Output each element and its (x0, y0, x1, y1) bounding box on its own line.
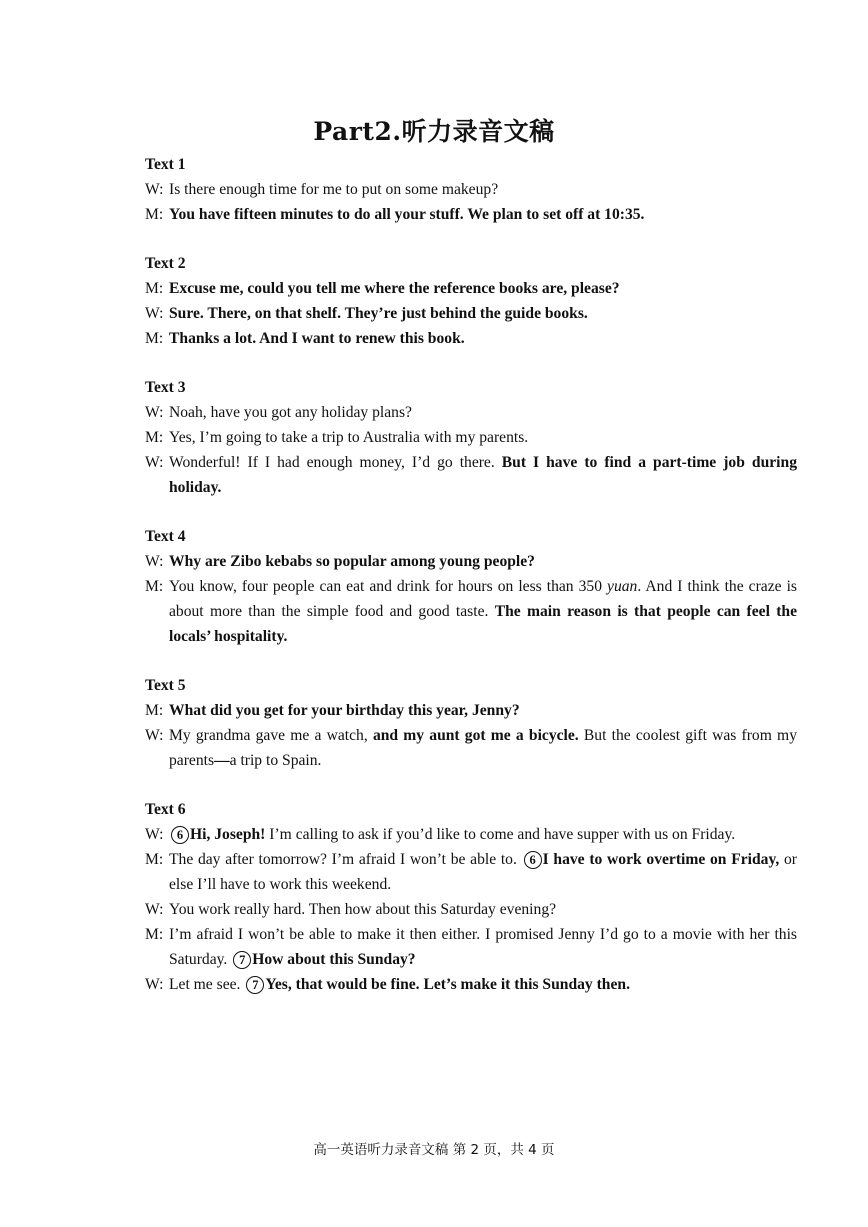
section-heading: Text 5 (145, 677, 186, 694)
speaker-label: W: (145, 404, 164, 421)
speech-segment: The day after tomorrow? I’m afraid I won’t be able to. (169, 851, 522, 868)
speaker-label: W: (145, 553, 164, 570)
speech-text (169, 972, 797, 997)
speech-segment: Is there enough time for me to put on some makeup? (169, 181, 499, 198)
transcript-body (145, 152, 797, 1021)
question-number-marker: 6 (171, 826, 189, 844)
section-heading: Text 2 (145, 255, 186, 272)
speech-text (169, 326, 797, 351)
transcript-section (145, 152, 797, 227)
dialogue-line (145, 177, 797, 202)
answer-key-text: Thanks a lot. And I want to renew this book. (169, 330, 465, 347)
transcript-section (145, 524, 797, 649)
answer-key-text: Hi, Joseph! (190, 826, 266, 843)
transcript-section (145, 797, 797, 997)
answer-key-text: I have to work overtime on Friday, (542, 851, 780, 868)
section-heading: Text 1 (145, 156, 186, 173)
dialogue-line (145, 972, 797, 997)
speech-segment: Let me see. (169, 976, 245, 993)
speech-segment: I’m afraid I won’t be able to make it then either. I promised Jenny I’d go to a movie with her this Saturday. (169, 926, 797, 968)
speech-text (169, 897, 797, 922)
answer-key-text: Excuse me, could you tell me where the reference books are, please? (169, 280, 620, 297)
speech-segment: Yes, I’m going to take a trip to Australia with my parents. (169, 429, 529, 446)
speaker-label: M: (145, 330, 164, 347)
speaker-label: W: (145, 727, 164, 744)
section-heading: Text 6 (145, 801, 186, 818)
speaker-label: M: (145, 702, 164, 719)
dialogue-line (145, 326, 797, 351)
speaker-label: W: (145, 826, 164, 843)
speaker-label: W: (145, 976, 164, 993)
answer-key-text: How about this Sunday? (252, 951, 416, 968)
dialogue-line (145, 847, 797, 897)
speech-text (169, 922, 797, 972)
answer-key-text: What did you get for your birthday this year, Jenny? (169, 702, 520, 719)
dialogue-line (145, 897, 797, 922)
answer-key-text: and my aunt got me a bicycle. (372, 727, 579, 744)
answer-key-text: The main reason is that people can feel the locals’ hospitality. (169, 603, 797, 645)
speech-text (169, 177, 797, 202)
transcript-section (145, 375, 797, 500)
speech-text (169, 847, 797, 897)
speaker-label: M: (145, 280, 164, 297)
speaker-label: W: (145, 181, 164, 198)
dialogue-line (145, 822, 797, 847)
question-number-marker: 7 (246, 976, 264, 994)
speech-text (169, 400, 797, 425)
speaker-label: M: (145, 851, 164, 868)
answer-key-text: But I have to find a part-time job during holiday. (169, 454, 797, 496)
speech-segment: or else I’ll have to work this weekend. (169, 851, 797, 893)
speech-segment: I’m calling to ask if you’d like to come and have supper with us on Friday. (265, 826, 736, 843)
speech-segment: Noah, have you got any holiday plans? (169, 404, 412, 421)
answer-key-text: You have fifteen minutes to do all your stuff. We plan to set off at 10:35. (169, 206, 645, 223)
speech-segment: Wonderful! If I had enough money, I’d go there. (169, 454, 502, 471)
answer-key-text: Yes, that would be fine. Let’s make it this Sunday then. (265, 976, 630, 993)
answer-key-text: — (214, 752, 230, 769)
speech-text (169, 425, 797, 450)
transcript-section (145, 673, 797, 773)
dialogue-line (145, 723, 797, 773)
speech-segment: . And I think the craze is about more than the simple food and good taste. (169, 578, 797, 620)
answer-key-text: Why are Zibo kebabs so popular among young people? (169, 553, 535, 570)
speaker-label: M: (145, 206, 164, 223)
answer-key-text: Sure. There, on that shelf. They’re just behind the guide books. (169, 305, 588, 322)
dialogue-line (145, 276, 797, 301)
speech-text (169, 549, 797, 574)
speech-text (169, 574, 797, 649)
speaker-label: M: (145, 429, 164, 446)
speaker-label: W: (145, 454, 164, 471)
speech-segment: My grandma gave me a watch, (169, 727, 373, 744)
dialogue-line (145, 922, 797, 972)
dialogue-line (145, 450, 797, 500)
speech-text (169, 698, 797, 723)
dialogue-line (145, 574, 797, 649)
question-number-marker: 6 (524, 851, 542, 869)
dialogue-line (145, 425, 797, 450)
speaker-label: M: (145, 578, 164, 595)
speech-segment: You work really hard. Then how about this Saturday evening? (169, 901, 557, 918)
speaker-label: W: (145, 305, 164, 322)
speech-segment: yuan (607, 578, 638, 595)
transcript-section (145, 251, 797, 351)
dialogue-line (145, 549, 797, 574)
speech-text (169, 301, 797, 326)
speech-text (169, 202, 797, 227)
question-number-marker: 7 (233, 951, 251, 969)
speech-text (169, 723, 797, 773)
page-title: Part2.听力录音文稿 (313, 117, 555, 146)
speaker-label: M: (145, 926, 164, 943)
section-heading: Text 4 (145, 528, 186, 545)
section-heading: Text 3 (145, 379, 186, 396)
speech-segment: a trip to Spain. (229, 752, 322, 769)
page-footer: 高一英语听力录音文稿 第 2 页，共 4 页 (313, 1142, 555, 1158)
speech-segment: You know, four people can eat and drink for hours on less than 350 (169, 578, 608, 595)
speaker-label: W: (145, 901, 164, 918)
dialogue-line (145, 400, 797, 425)
speech-segment: But the coolest gift was from my parents (169, 727, 797, 769)
dialogue-line (145, 301, 797, 326)
speech-text (169, 450, 797, 500)
dialogue-line (145, 202, 797, 227)
dialogue-line (145, 698, 797, 723)
speech-text (169, 276, 797, 301)
speech-text (169, 822, 797, 847)
